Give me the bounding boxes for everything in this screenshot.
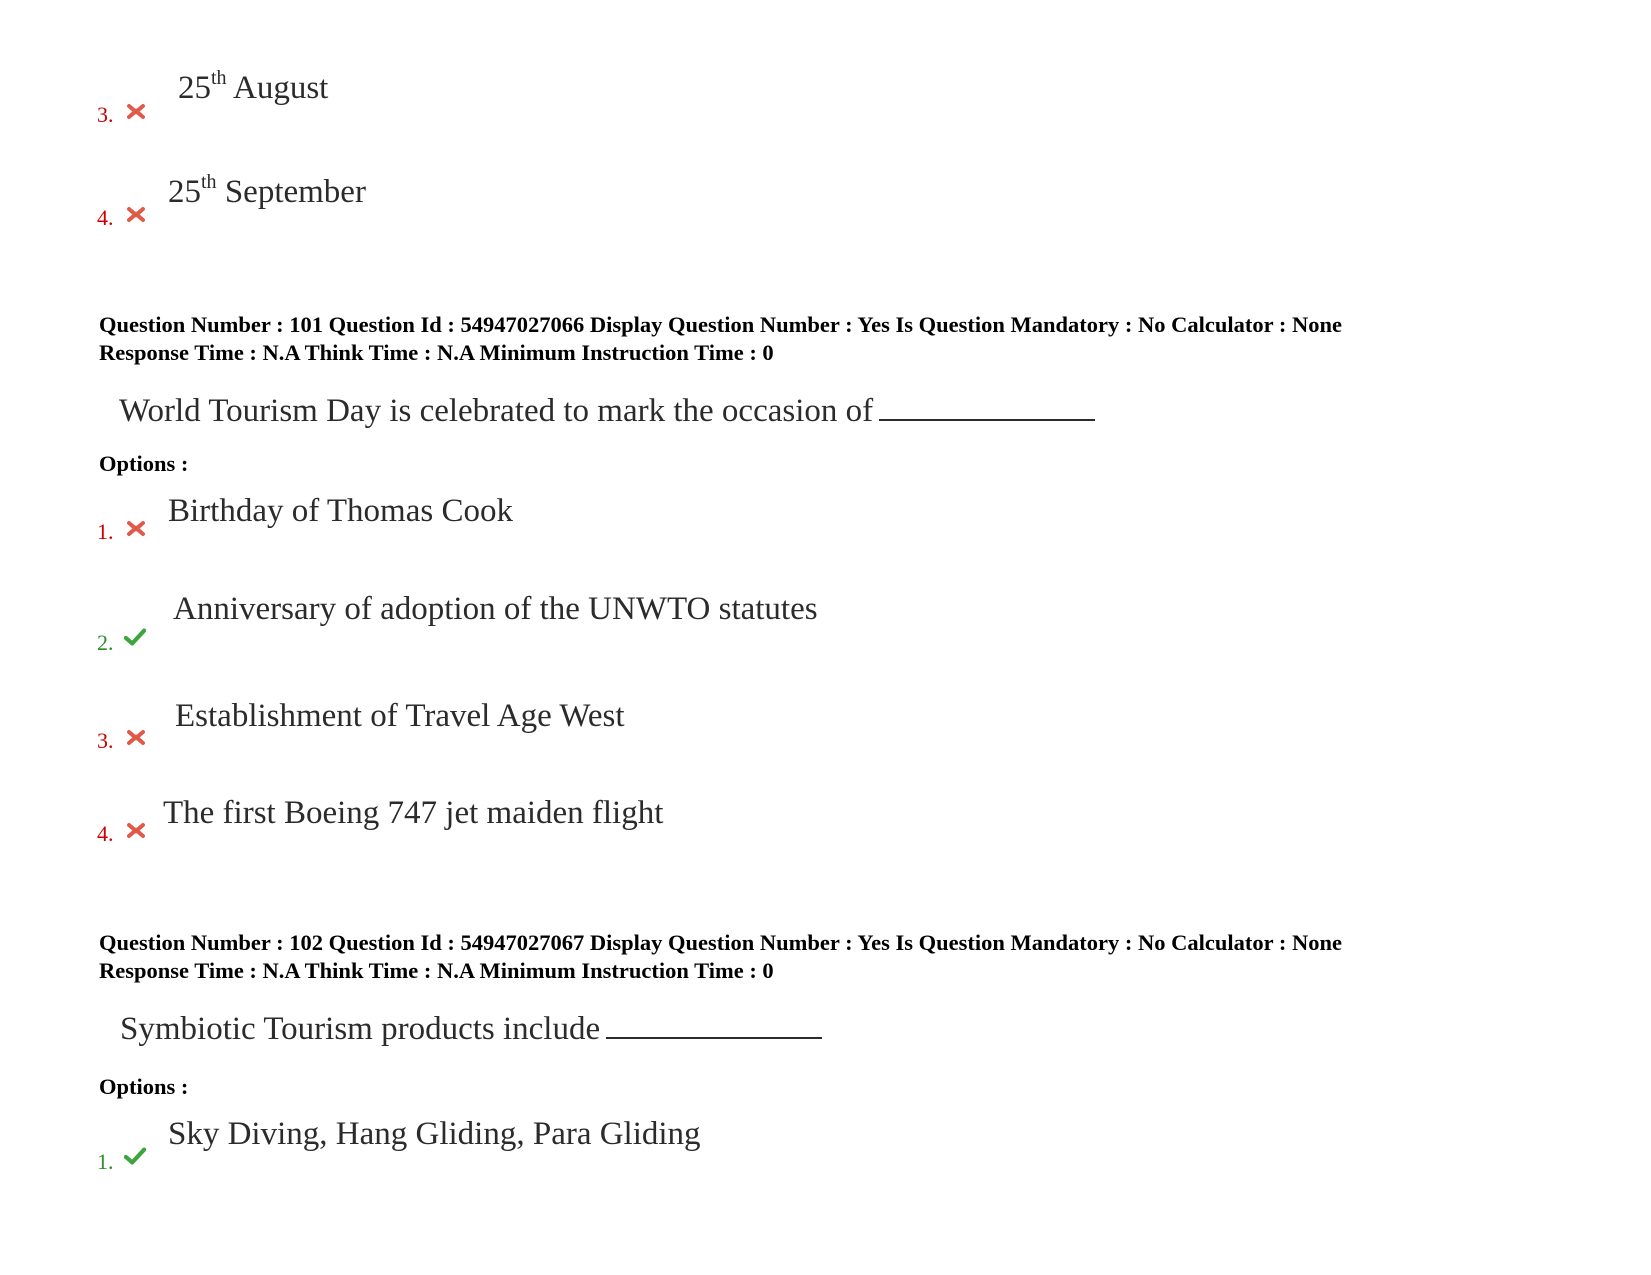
option-number: 3. xyxy=(97,102,114,127)
question-meta-line-1: Question Number : 102 Question Id : 54947027067 Display Question Number : Yes Is Question Mandatory : No Calculator : None xyxy=(99,930,1342,955)
option-text: 25th September xyxy=(168,171,366,210)
question-text: World Tourism Day is celebrated to mark the occasion of xyxy=(119,389,1095,429)
cross-icon xyxy=(125,203,147,225)
option-number: 1. xyxy=(97,519,114,544)
option-text: Anniversary of adoption of the UNWTO statutes xyxy=(173,591,818,627)
option-number: 2. xyxy=(97,630,114,655)
option-text: 25th August xyxy=(178,67,329,106)
option-text: Birthday of Thomas Cook xyxy=(168,493,513,529)
cross-icon xyxy=(125,100,147,122)
question-meta-line-1: Question Number : 101 Question Id : 54947027066 Display Question Number : Yes Is Question Mandatory : No Calculator : None xyxy=(99,312,1342,337)
options-label: Options : xyxy=(99,1074,189,1099)
option-number: 4. xyxy=(97,821,114,846)
question-text: Symbiotic Tourism products include xyxy=(120,1007,822,1047)
question-meta-line-2: Response Time : N.A Think Time : N.A Minimum Instruction Time : 0 xyxy=(99,958,774,983)
cross-icon xyxy=(125,517,147,539)
option-text: Sky Diving, Hang Gliding, Para Gliding xyxy=(168,1116,701,1152)
option-text: Establishment of Travel Age West xyxy=(175,698,625,734)
answer-blank xyxy=(606,1007,822,1039)
options-label: Options : xyxy=(99,451,189,476)
answer-blank xyxy=(879,389,1095,421)
option-number: 4. xyxy=(97,205,114,230)
cross-icon xyxy=(125,726,147,748)
question-meta-line-2: Response Time : N.A Think Time : N.A Minimum Instruction Time : 0 xyxy=(99,340,774,365)
check-icon xyxy=(124,1145,146,1167)
option-number: 3. xyxy=(97,728,114,753)
option-text: The first Boeing 747 jet maiden flight xyxy=(163,795,664,831)
check-icon xyxy=(124,626,146,648)
cross-icon xyxy=(125,819,147,841)
option-number: 1. xyxy=(97,1149,114,1174)
